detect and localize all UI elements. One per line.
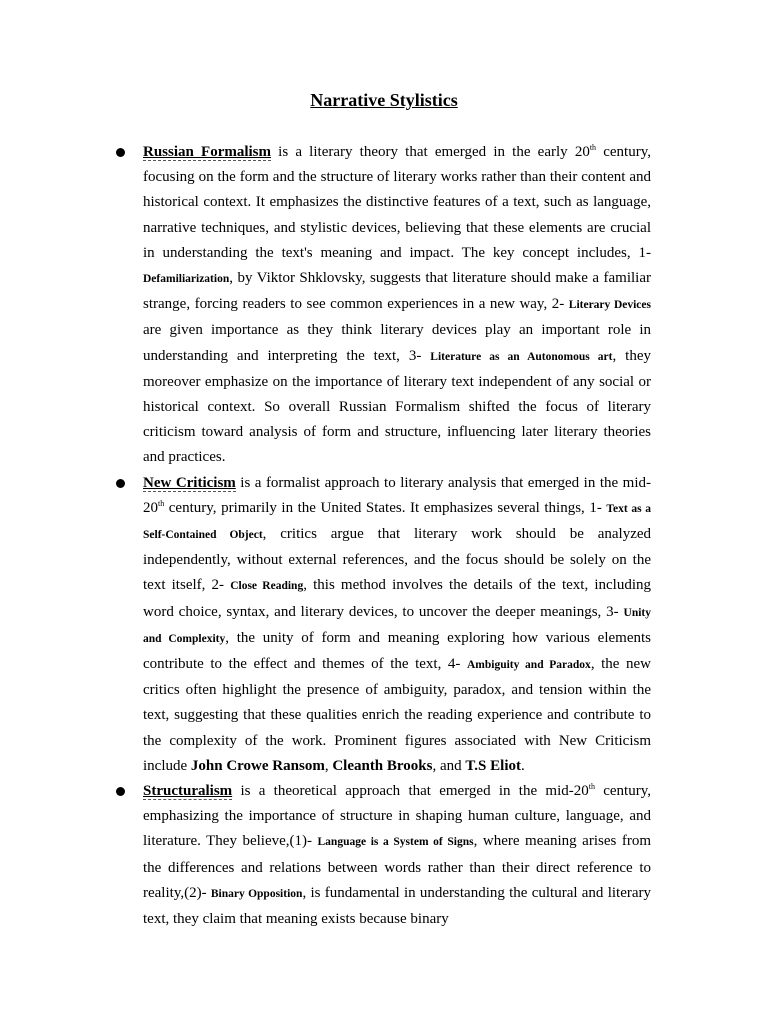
person-name: Cleanth Brooks [332,757,433,774]
body-text: , the new critics often highlight the presence of ambiguity, paradox, and tension within the text, suggesting that these qualities enrich the reading experience and contribute to the complexity of the work. Prominent figures associated with New Criticism include [143,656,651,774]
term-heading: Structuralism [143,783,233,800]
key-concept: Unity and Complexity [143,606,651,645]
person-name: John Crowe Ransom [190,757,325,774]
body-text: , this method involves the details of the text, including word choice, syntax, and literary devices, to uncover the deeper meanings, 3- [143,577,652,620]
body-text: century, focusing on the form and the structure of literary works rather than their content and historical context. It emphasizes the distinctive features of a text, such as language, narrative techniques, and stylistic devices, believing that these elements are crucial in understanding the text's meaning and impact. The key concept includes, 1- [143,144,651,261]
bullet-icon [116,787,125,796]
body-text: , where meaning arises from the differences and relations between words rather than their direct reference to reality,(2)- [143,833,651,901]
body-text: is a formalist approach to literary analysis that emerged in the mid-20 [143,474,651,516]
item-body [143,783,651,927]
key-concept: Close Reading [230,580,304,593]
document-title: Narrative Stylistics [310,90,458,110]
body-text: , and [432,757,466,774]
item-body [143,475,651,774]
body-text: , critics argue that literary work should be analyzed independently, without external references, and the focus should be solely on the text itself, 2- [143,526,652,594]
superscript: th [158,498,165,508]
body-text: , they moreover emphasize on the importance of literary text independent of any social or historical context. So overall Russian Formalism shifted the focus of literary criticism toward analysis of form and structure, influencing later literary theories and practices. [143,347,651,466]
superscript: th [589,143,597,152]
body-text: is a literary theory that emerged in the early 20 [271,144,590,160]
body-text: century, primarily in the United States. It emphasizes several things, 1- [164,499,607,516]
bullet-list [0,140,768,932]
body-text: , is fundamental in understanding the cultural and literary text, they claim that meaning exists because binary [143,884,652,928]
item-body [143,144,651,465]
key-concept: Literature as an Autonomous art [430,350,613,363]
list-item [0,140,651,471]
term-heading: New Criticism [143,474,236,491]
body-text: , by Viktor Shklovsky, suggests that literature should make a familiar strange, forcing readers to see common experiences in a new way, 2- [143,270,651,313]
term-heading: Russian Formalism [143,144,272,160]
person-name: T.S Eliot [465,757,521,774]
body-text: , the unity of form and meaning exploring how various elements contribute to the effect and themes of the text, 4- [143,629,651,673]
body-text: . [520,757,525,774]
bullet-icon [116,148,125,157]
key-concept: Ambiguity and Paradox [466,659,591,672]
body-text: century, emphasizing the importance of structure in shaping human culture, language, and literature. They believe,(1)- [143,783,651,850]
list-item [0,779,651,932]
key-concept: Literary Devices [568,299,651,312]
superscript: th [588,782,595,792]
key-concept: Binary Opposition [210,887,303,900]
key-concept: Language is a System of Signs [317,836,474,849]
bullet-icon [116,479,125,488]
body-text: are given importance as they think literary devices play an important role in understanding and interpreting the text, 3- [143,322,651,364]
body-text: is a theoretical approach that emerged in the mid-20 [232,783,589,800]
key-concept: Text as a Self-Contained Object [143,502,651,542]
body-text: , [324,757,333,774]
list-item [0,471,651,779]
key-concept: Defamiliarization [143,273,230,286]
